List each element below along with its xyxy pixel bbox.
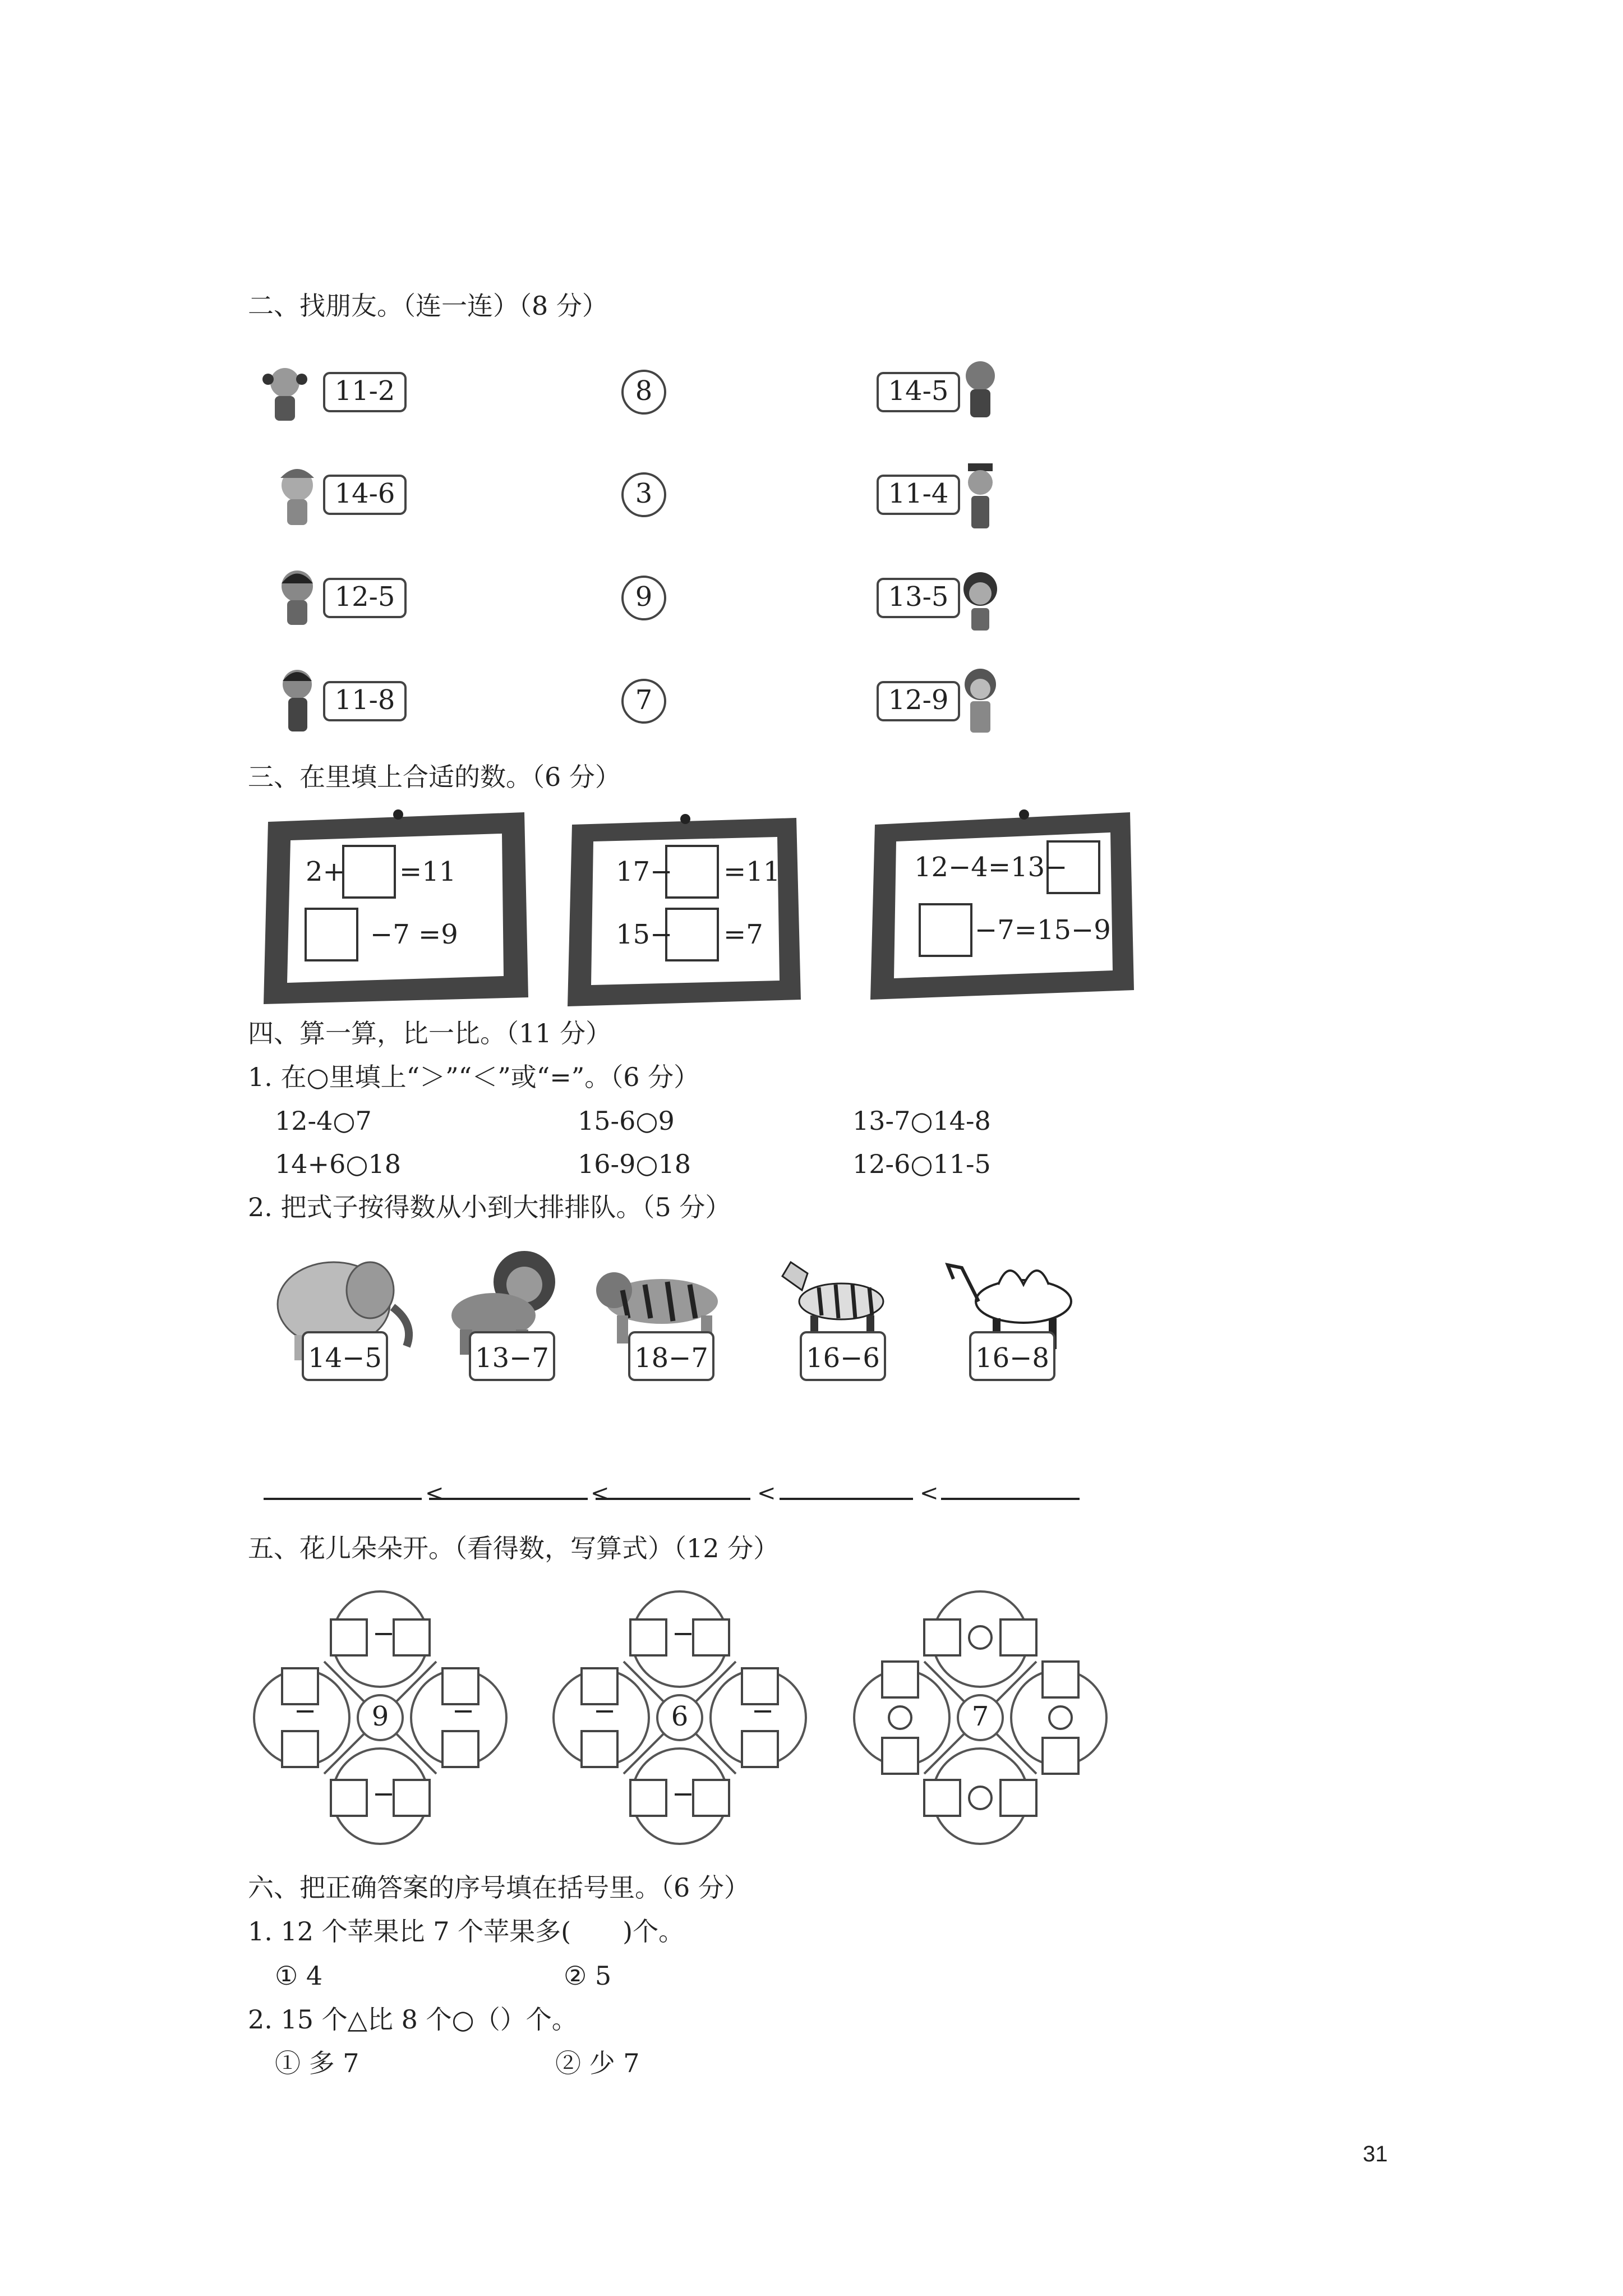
animal-card-text: 16−8 xyxy=(975,1342,1049,1374)
center-number-2: 3 xyxy=(635,478,653,509)
animal-card-text: 16−6 xyxy=(806,1342,880,1374)
compare-item: 13-7○14-8 xyxy=(852,1106,991,1136)
left-card-4-text: 11-8 xyxy=(334,684,395,716)
section4-q1-title: 1. 在○里填上“＞”“＜”或“=”。（6 分） xyxy=(248,1062,700,1092)
compare-item: 12-4○7 xyxy=(275,1106,372,1136)
left-card-2-text: 14-6 xyxy=(334,478,395,509)
less-than-sign: < xyxy=(920,1480,939,1506)
section6-q2: 2. 15 个△比 8 个○（）个。 xyxy=(248,2004,578,2035)
right-card-1-text: 14-5 xyxy=(888,375,949,407)
board2-line1-left: 17− xyxy=(616,856,673,887)
compare-item: 15-6○9 xyxy=(578,1106,675,1136)
minus-sign: − xyxy=(452,1695,475,1727)
left-card-3-text: 12-5 xyxy=(334,581,395,613)
minus-sign: − xyxy=(672,1778,695,1810)
board1-line1-right: =11 xyxy=(399,856,457,887)
less-than-sign: < xyxy=(425,1480,444,1506)
q1-option-2: ② 5 xyxy=(564,1961,612,1991)
flower-1-center: 9 xyxy=(371,1701,389,1732)
board2-line2-right: =7 xyxy=(723,919,763,950)
compare-item: 14+6○18 xyxy=(275,1149,402,1179)
flower-3-center: 7 xyxy=(971,1701,989,1732)
minus-sign: − xyxy=(372,1778,395,1810)
minus-sign: − xyxy=(672,1618,695,1649)
right-card-4-text: 12-9 xyxy=(888,684,949,716)
minus-sign: − xyxy=(751,1695,774,1727)
board3-line1: 12−4=13− xyxy=(914,852,1068,883)
section6-title: 六、把正确答案的序号填在括号里。（6 分） xyxy=(248,1872,750,1903)
section3-title: 三、在里填上合适的数。（6 分） xyxy=(248,762,621,792)
center-number-1: 8 xyxy=(635,375,653,407)
center-number-4: 7 xyxy=(635,684,653,716)
center-number-3: 9 xyxy=(635,581,653,613)
board1-line1-left: 2+ xyxy=(306,856,345,887)
animal-card-text: 14−5 xyxy=(308,1342,382,1374)
minus-sign: − xyxy=(294,1695,317,1727)
section4-q2-title: 2. 把式子按得数从小到大排排队。（5 分） xyxy=(248,1192,731,1222)
section5-title: 五、花儿朵朵开。（看得数，写算式）（12 分） xyxy=(248,1533,780,1563)
less-than-sign: < xyxy=(591,1480,610,1506)
q2-option-1: ① 多 7 xyxy=(275,2048,359,2078)
less-than-sign: < xyxy=(757,1480,776,1506)
section4-title: 四、算一算，比一比。（11 分） xyxy=(248,1018,612,1048)
flower-2-center: 6 xyxy=(671,1701,689,1732)
compare-item: 16-9○18 xyxy=(578,1149,691,1179)
page-number: 31 xyxy=(1363,2142,1388,2166)
left-card-1-text: 11-2 xyxy=(334,375,395,407)
minus-sign: − xyxy=(593,1695,616,1727)
board2-line2-left: 15− xyxy=(616,919,673,950)
section6-q1: 1. 12 个苹果比 7 个苹果多( )个。 xyxy=(248,1916,685,1947)
animal-card-text: 13−7 xyxy=(475,1342,549,1374)
board3-line2: −7=15−9 xyxy=(975,914,1111,946)
right-card-2-text: 11-4 xyxy=(888,478,949,509)
board2-line1-right: =11 xyxy=(723,856,781,887)
right-card-3-text: 13-5 xyxy=(888,581,949,613)
compare-item: 12-6○11-5 xyxy=(852,1149,991,1179)
board1-line2: −7 =9 xyxy=(370,919,458,950)
animal-card-text: 18−7 xyxy=(634,1342,708,1374)
q1-option-1: ① 4 xyxy=(275,1961,323,1991)
minus-sign: − xyxy=(372,1618,395,1649)
section2-title: 二、找朋友。（连一连）（8 分） xyxy=(248,291,608,321)
q2-option-2: ② 少 7 xyxy=(555,2048,640,2078)
